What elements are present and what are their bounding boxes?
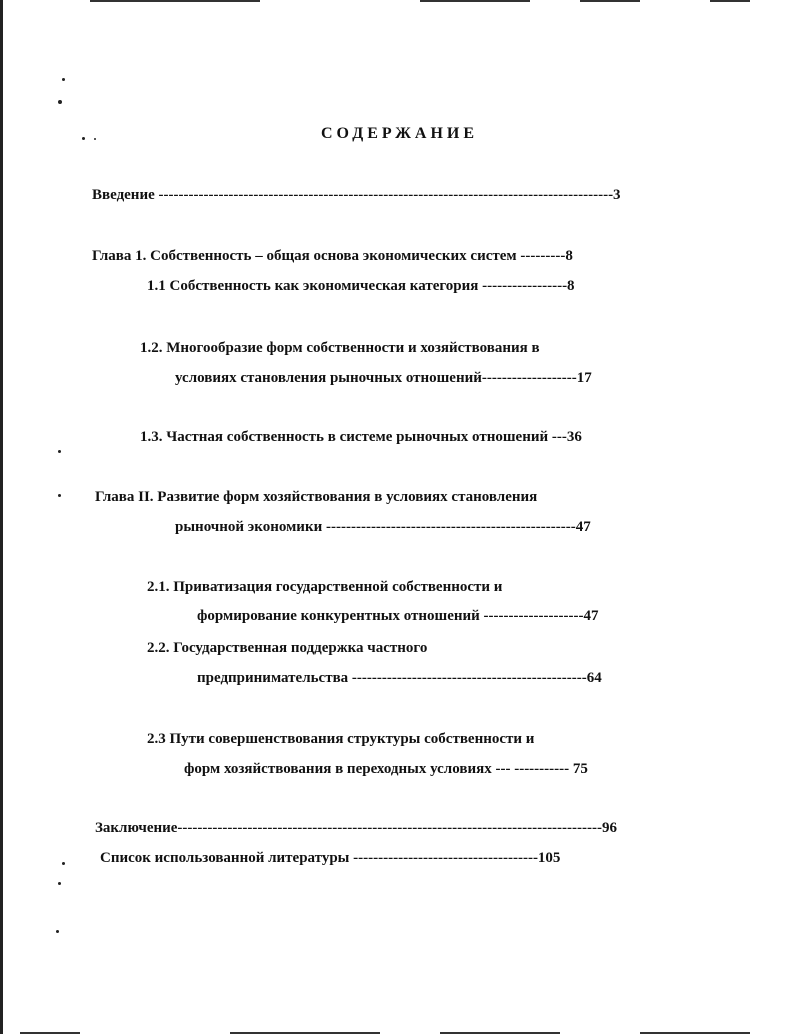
- scan-speck: [62, 862, 65, 865]
- toc-entry: Глава II. Развитие форм хозяйствования в условиях становления: [95, 489, 538, 505]
- scan-speck: [56, 930, 59, 933]
- scan-speck: [62, 78, 65, 81]
- page-title: СОДЕРЖАНИЕ: [320, 125, 479, 142]
- toc-entry: Глава 1. Собственность – общая основа экономических систем ---------8: [92, 248, 573, 264]
- toc-entry: 2.1. Приватизация государственной собственности и: [147, 579, 503, 595]
- toc-entry: 1.2. Многообразие форм собственности и хозяйствования в: [140, 340, 540, 356]
- scan-edge-top: [580, 0, 640, 2]
- toc-entry: Заключение-------------------------------------------------------------------------------------96: [95, 820, 618, 836]
- toc-entry: предпринимательства -----------------------------------------------64: [197, 670, 602, 686]
- toc-entry: форм хозяйствования в переходных условиях --- ----------- 75: [184, 761, 588, 777]
- toc-entry: 2.3 Пути совершенствования структуры собственности и: [147, 731, 535, 747]
- scan-speck: [58, 100, 62, 104]
- scan-speck: [58, 882, 61, 885]
- scan-edge-top: [90, 0, 260, 2]
- toc-entry: формирование конкурентных отношений --------------------47: [197, 608, 599, 624]
- scan-edge-top: [710, 0, 750, 2]
- toc-entry: Список использованной литературы -------------------------------------105: [100, 850, 561, 866]
- scan-speck: [58, 494, 61, 497]
- scan-edge-top: [420, 0, 530, 2]
- toc-entry: 1.3. Частная собственность в системе рыночных отношений ---36: [140, 429, 582, 445]
- scan-speck: [58, 450, 61, 453]
- toc-entry: рыночной экономики --------------------------------------------------47: [175, 519, 591, 535]
- toc-entry: Введение -------------------------------------------------------------------------------------------3: [92, 187, 621, 203]
- toc-entry: 2.2. Государственная поддержка частного: [147, 640, 428, 656]
- toc-entry: 1.1 Собственность как экономическая категория -----------------8: [147, 278, 575, 294]
- scan-edge-left: [0, 0, 3, 1034]
- toc-entry: условиях становления рыночных отношений-------------------17: [175, 370, 592, 386]
